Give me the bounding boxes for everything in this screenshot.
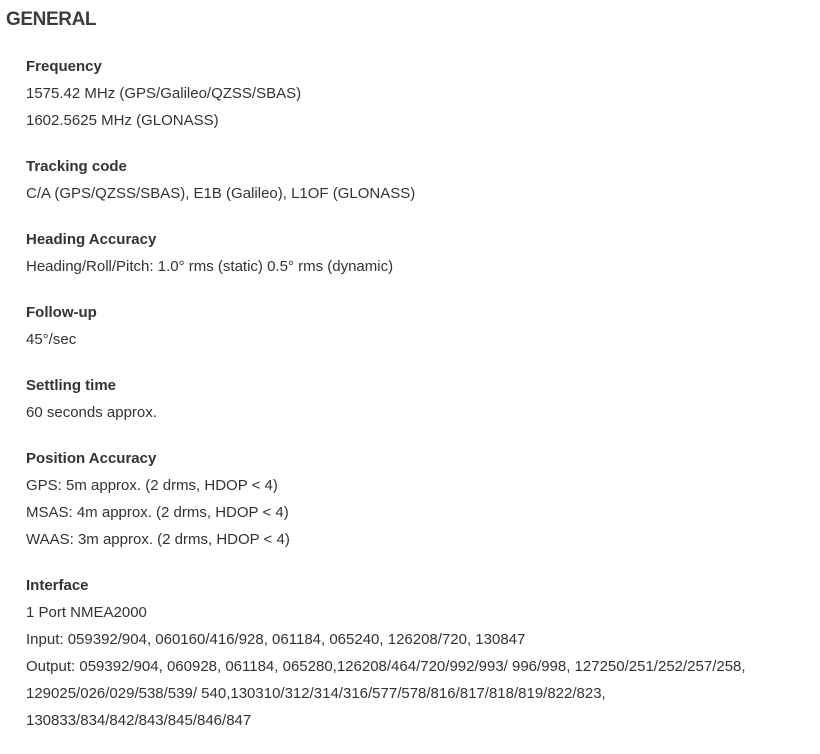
spec-interface bbox=[26, 573, 806, 734]
spec-value: WAAS: 3m approx. (2 drms, HDOP < 4) bbox=[26, 531, 290, 548]
spec-frequency bbox=[26, 54, 806, 134]
spec-tracking-code bbox=[26, 154, 806, 207]
spec-settling-time bbox=[26, 373, 806, 426]
spec-value: MSAS: 4m approx. (2 drms, HDOP < 4) bbox=[26, 504, 289, 521]
spec-value: 130833/834/842/843/845/846/847 bbox=[26, 712, 252, 729]
spec-position-accuracy bbox=[26, 446, 806, 553]
spec-value: Input: 059392/904, 060160/416/928, 061184, 065240, 126208/720, 130847 bbox=[26, 631, 526, 648]
spec-heading-accuracy bbox=[26, 227, 806, 280]
spec-value: 60 seconds approx. bbox=[26, 404, 157, 421]
spec-label: Frequency bbox=[26, 58, 102, 75]
spec-value: C/A (GPS/QZSS/SBAS), E1B (Galileo), L1OF (GLONASS) bbox=[26, 185, 416, 202]
spec-value: Heading/Roll/Pitch: 1.0° rms (static) 0.5° rms (dynamic) bbox=[26, 258, 394, 275]
spec-label: Follow-up bbox=[26, 304, 97, 321]
section-title: GENERAL bbox=[6, 9, 97, 30]
spec-label: Position Accuracy bbox=[26, 450, 157, 467]
spec-list bbox=[26, 54, 806, 754]
spec-value: Output: 059392/904, 060928, 061184, 065280,126208/464/720/992/993/ 996/998, 127250/251/252/257/258, bbox=[26, 658, 746, 675]
spec-follow-up bbox=[26, 300, 806, 353]
spec-label: Settling time bbox=[26, 377, 117, 394]
spec-label: Interface bbox=[26, 577, 89, 594]
spec-value: 129025/026/029/538/539/ 540,130310/312/314/316/577/578/816/817/818/819/822/823, bbox=[26, 685, 606, 702]
spec-value: GPS: 5m approx. (2 drms, HDOP < 4) bbox=[26, 477, 278, 494]
spec-value: 45°/sec bbox=[26, 331, 77, 348]
spec-label: Heading Accuracy bbox=[26, 231, 157, 248]
spec-value: 1602.5625 MHz (GLONASS) bbox=[26, 112, 219, 129]
spec-value: 1575.42 MHz (GPS/Galileo/QZSS/SBAS) bbox=[26, 85, 302, 102]
spec-value: 1 Port NMEA2000 bbox=[26, 604, 147, 621]
spec-label: Tracking code bbox=[26, 158, 127, 175]
